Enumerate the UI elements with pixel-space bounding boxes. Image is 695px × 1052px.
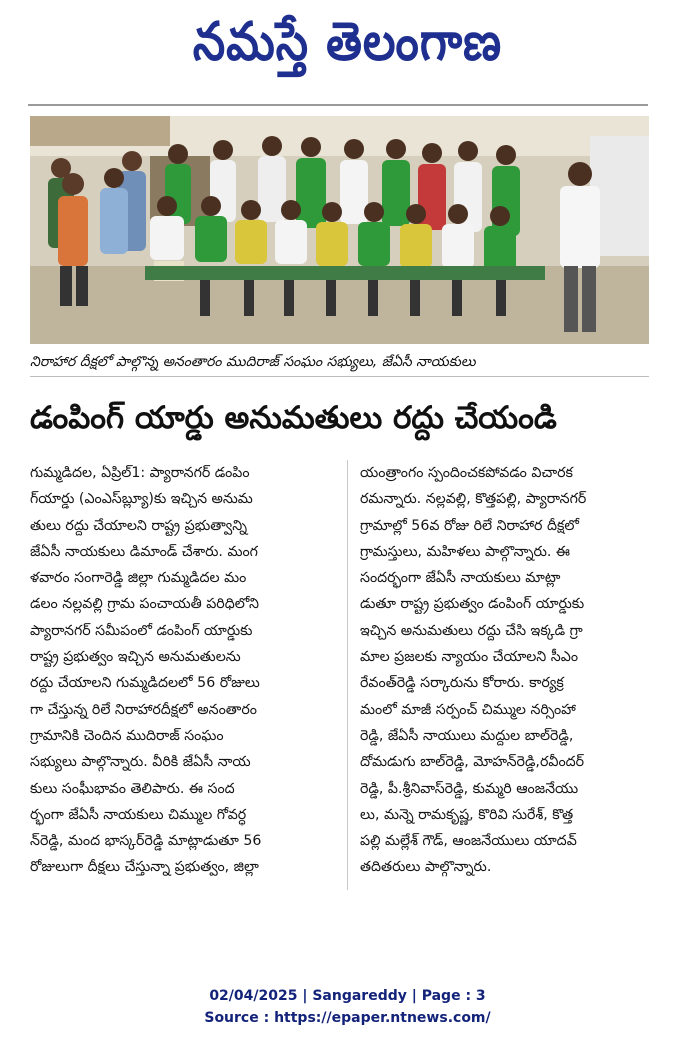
article-line: తదితరులు పాల్గొన్నారు.: [360, 859, 492, 876]
article-line: రోజులుగా దీక్షలు చేస్తున్నా ప్రభుత్వం, జిల్లా: [30, 859, 259, 876]
article-line: సందర్భంగా జేఏసీ నాయకులు మాట్లా: [360, 570, 561, 587]
article-headline: డంపింగ్ యార్డు అనుమతులు రద్దు చేయండి: [30, 400, 557, 436]
masthead: [0, 6, 695, 76]
article-line: డుతూ రాష్ట్ర ప్రభుత్వం డంపింగ్ యార్డుకు: [360, 596, 585, 613]
article-line: గా చేస్తున్న రిలే నిరాహారదీక్షలో అనంతారం: [30, 701, 257, 718]
article-line: రద్దు చేయాలని గుమ్మడిదలలో 56 రోజులు: [30, 675, 260, 692]
article-line: న్‌రెడ్డి, మంద భాస్కర్‌రెడ్డి మాట్లాడుతూ 56: [30, 833, 262, 850]
article-line: గ్రామస్తులు, మహిళలు పాల్గొన్నారు. ఈ: [360, 543, 570, 560]
column-divider: [347, 460, 348, 890]
article-line: ప్యారానగర్ సమీపంలో డంపింగ్ యార్డుకు: [30, 622, 253, 639]
article-line: దోమడుగు బాల్‌రెడ్డి, మోహన్‌రెడ్డి,రవీందర్: [360, 754, 585, 771]
article-line: మాల ప్రజలకు న్యాయం చేయాలని సీఎం: [360, 649, 579, 666]
article-line: లు, మన్నె రామకృష్ణ, కొరివి సురేశ్, కొత్త: [360, 806, 574, 823]
article-line: గ్రామాల్లో 56వ రోజు రిలే నిరాహార దీక్షలో: [360, 517, 579, 534]
article-line: రాష్ట్ర ప్రభుత్వం ఇచ్చిన అనుమతులను: [30, 649, 241, 666]
article-line: ఇచ్చిన అనుమతులు రద్దు చేసి ఇక్కడి గ్రా: [360, 622, 583, 639]
footer-source-link[interactable]: Source : https://epaper.ntnews.com/: [204, 1010, 491, 1026]
article-line: డలం నల్లవల్లి గ్రామ పంచాయతీ పరిధిలోని: [30, 596, 259, 613]
article-line: కులు సంఘీభావం తెలిపారు. ఈ సంద: [30, 780, 235, 797]
photo-caption: నిరాహార దీక్షలో పాల్గొన్న అనంతారం ముదిరాజ్ సంఘం సభ్యులు, జేఏసీ నాయకులు: [30, 354, 476, 370]
article-line: ర్భంగా జేఏసీ నాయకులు చిమ్ముల గోవర్ధ: [30, 806, 247, 823]
article-line: గుమ్మడిదల, ఏప్రిల్1: ప్యారానగర్ డంపిం: [30, 465, 250, 481]
article-column-right: [360, 460, 650, 881]
news-photo: [30, 116, 649, 344]
article-line: తులు రద్దు చేయాలని రాష్ట్ర ప్రభుత్వాన్ని: [30, 517, 248, 534]
article-line: ళవారం సంగారెడ్డి జిల్లా గుమ్మడిదల మం: [30, 570, 247, 587]
footer-edition-info: 02/04/2025 | Sangareddy | Page : 3: [209, 988, 486, 1004]
article-line: గ్రామానికి చెందిన ముదిరాజ్ సంఘం: [30, 727, 224, 744]
article-line: మంలో మాజీ సర్పంచ్ చిమ్ముల నర్సింహా: [360, 701, 576, 718]
article-line: రమన్నారు. నల్లవల్లి, కొత్తపల్లి, ప్యారానగర్: [360, 491, 587, 508]
article-line: సభ్యులు పాల్గొన్నారు. వీరికి జేఏసీ నాయ: [30, 754, 251, 771]
article-line: రెడ్డి, జేఏసీ నాయులు మద్దుల బాల్‌రెడ్డి,: [360, 727, 574, 744]
article-line: యంత్రాంగం స్పందించకపోవడం విచారక: [360, 465, 573, 481]
article-line: రెడ్డి, పీ.శ్రీనివాస్‌రెడ్డి, కుమ్మరి ఆంజనేయు: [360, 780, 579, 797]
article-line: జేఏసీ నాయకులు డిమాండ్ చేశారు. మంగ: [30, 543, 258, 560]
caption-divider: [30, 376, 649, 377]
article-column-left: [30, 460, 326, 881]
header-divider: [28, 104, 648, 106]
newspaper-logo: నమస్తే తెలంగాణ: [192, 9, 503, 73]
group-photo-illustration: [30, 116, 649, 344]
article-line: గ్‌యార్డు (ఎంఎస్‌బ్ల్యూ)కు ఇచ్చిన అనుమ: [30, 491, 253, 508]
article-line: పల్లి మల్లేశ్ గౌడ్, ఆంజనేయులు యాదవ్: [360, 833, 577, 850]
article-line: రేవంత్‌రెడ్డి సర్కారును కోరారు. కార్యక్ర: [360, 675, 564, 692]
